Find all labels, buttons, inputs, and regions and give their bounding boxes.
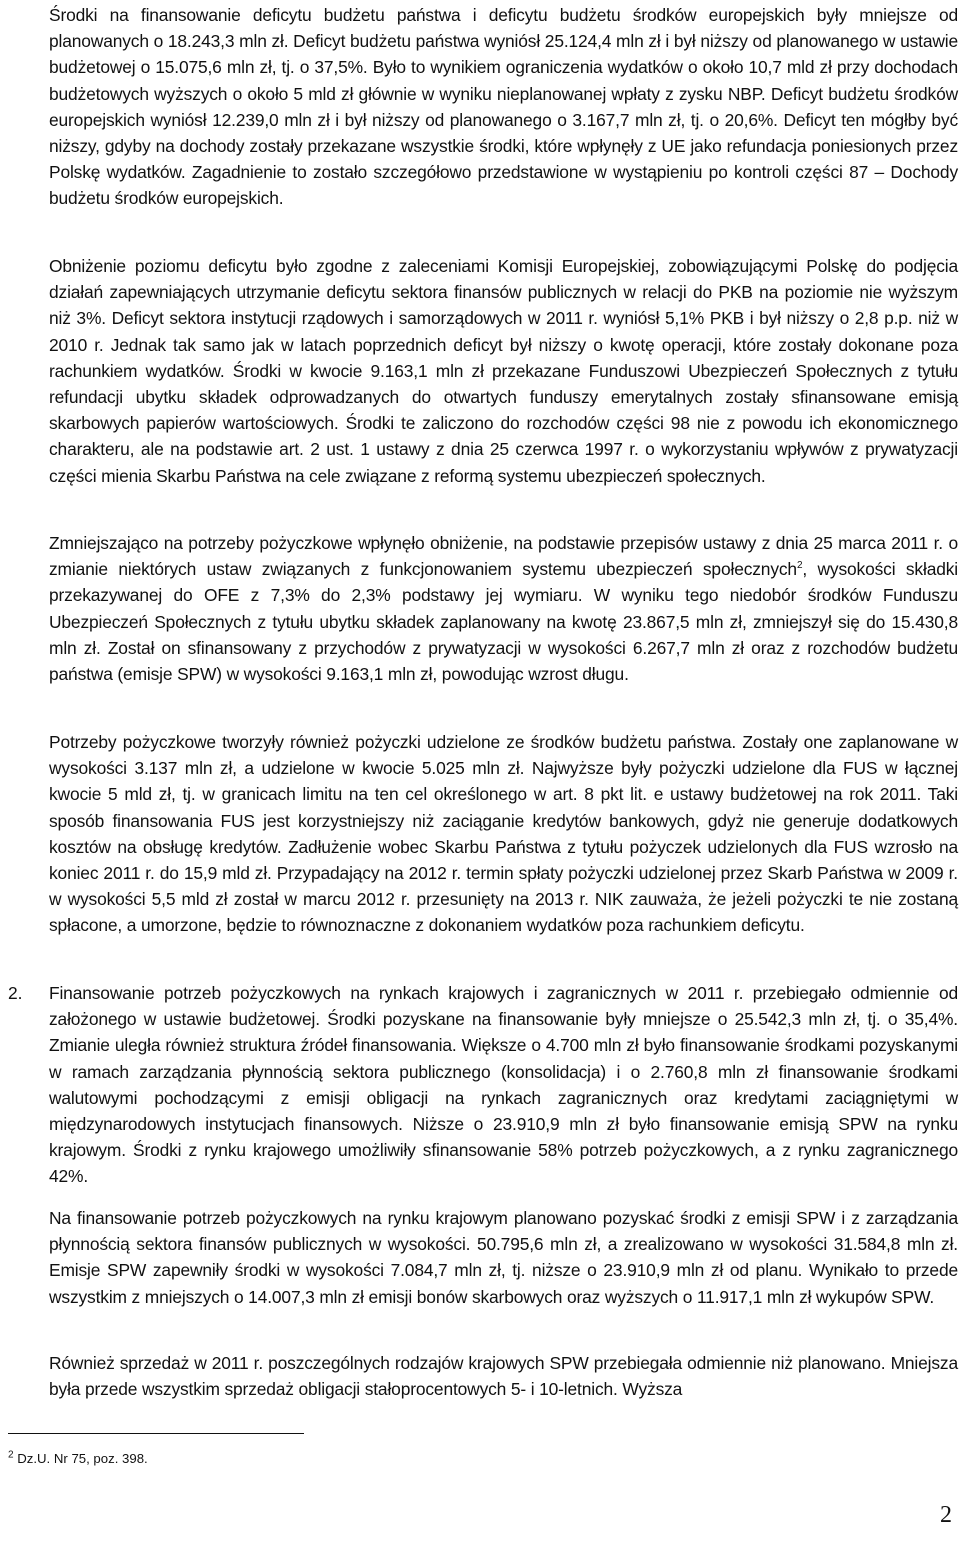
paragraph-domestic-market: Na finansowanie potrzeb pożyczkowych na rynku krajowym planowano pozyskać środki z emisji SPW i z zarządzania płynnością sektora finansów publicznych w wysokości. 50.795,6 mln zł, a zrealizowano w wysokości 31.584,8 mln zł. Emisje SPW zapewniły środki w wysokości 7.084,7 mln zł, tj. niższe o 23.910,9 mln zł od planu. Wynikało to przede wszystkim z mniejszych o 14.007,3 mln zł emisji bonów skarbowych oraz wyższych o 11.917,1 mln zł wykupów SPW. xyxy=(49,1208,958,1307)
paragraph-borrowing-financing: Finansowanie potrzeb pożyczkowych na rynkach krajowych i zagranicznych w 2011 r. przebiegało odmiennie od założonego w ustawie budżetowej. Środki pozyskane na finansowanie były mniejsze o 25.542,3 mln zł, tj. o 35,4%. Zmianie uległa również struktura źródeł finansowania. Większe o 4.700 mln zł było finansowanie środkami pozyskanymi w ramach zarządzania płynnością sektora publicznego (konsolidacja) i o 2.760,8 mln zł finansowanie środkami walutowymi pochodzącymi z emisji obligacji na rynkach zagranicznych oraz kredytami zaciągniętymi w międzynarodowych instytucjach finansowych. Niższe o 23.910,9 mln zł było finansowanie emisją SPW na rynku krajowym. Środki z rynku krajowego umożliwiły sfinansowanie 58% potrzeb pożyczkowych, a z rynku zagranicznego 42%. xyxy=(49,983,958,1187)
paragraph-ofe-text-end: , wysokości składki przekazywanej do OFE z 7,3% do 2,3% podstawy jej wymiaru. W wyniku tego niedobór środków Funduszu Ubezpieczeń Społecznych z tytułu ubytku składek zaplanowany na kwotę 23.867,5 mln zł, zmniejszył się do 15.430,8 mln zł. Został on sfinansowany z przychodów z prywatyzacji w wysokości 6.267,7 mln zł oraz z rozchodów budżetu państwa (emisje SPW) w wysokości 9.163,1 mln zł, powodując wzrost długu. xyxy=(49,559,958,685)
paragraph-ofe-contribution xyxy=(49,530,958,687)
paragraph-ofe-text-start: Zmniejszająco na potrzeby pożyczkowe wpłynęło obniżenie, na podstawie przepisów ustawy z dnia 25 marca 2011 r. o zmianie niektórych ustaw związanych z funkcjonowaniem systemu ubezpieczeń społecznych xyxy=(49,533,958,580)
footnote xyxy=(8,1450,148,1468)
paragraph-fus-loans: Potrzeby pożyczkowe tworzyły również pożyczki udzielone ze środków budżetu państwa. Zostały one zaplanowane w wysokości 3.137 mln zł, a udzielone w kwocie 5.025 mln zł. Najwyższe były pożyczki udzielone dla FUS w łącznej kwocie 5 mld zł, tj. w granicach limitu na ten cel określonego w art. 8 pkt lit. e ustawy budżetowej na rok 2011. Taki sposób finansowania FUS jest korzystniejszy niż zaciąganie kredytów bankowych, gdyż nie generuje dodatkowych kosztów na obsługę kredytów. Zadłużenie wobec Skarbu Państwa z tytułu pożyczek udzielonych dla FUS wzrosło na koniec 2011 r. do 15,9 mld zł. Przypadający na 2012 r. termin spłaty pożyczki udzielonej przez Skarb Państwa w 2009 r. w wysokości 5,5 mld zł został w marcu 2012 r. przesunięty na 2013 r. NIK zauważa, że jeżeli pożyczki te nie zostaną spłacone, a umorzone, będzie to równoznaczne z dokonaniem wydatków poza rachunkiem deficytu. xyxy=(49,732,958,936)
paragraph-deficit-financing: Środki na finansowanie deficytu budżetu państwa i deficytu budżetu środków europejskich były mniejsze od planowanych o 18.243,3 mln zł. Deficyt budżetu państwa wyniósł 25.124,4 mln zł i był niższy od planowanego w ustawie budżetowej o 15.075,6 mln zł, tj. o 37,5%. Było to wynikiem ograniczenia wydatków o około 10,7 mld zł przy dochodach budżetowych wyższych o około 5 mld zł głównie w wyniku nieplanowanej wpłaty z zysku NBP. Deficyt budżetu środków europejskich wyniósł 12.239,0 mln zł i był niższy od planowanego o 3.167,7 mln zł, tj. o 20,6%. Deficyt ten mógłby być niższy, gdyby na dochody zostały przekazane wszystkie środki, które wpłynęły z UE jako refundacja poniesionych przez Polskę wydatków. Zagadnienie to zostało szczegółowo przedstawione w wystąpieniu po kontroli części 87 – Dochody budżetu środków europejskich. xyxy=(49,5,958,209)
footnote-reference: 2 xyxy=(796,560,803,572)
paragraph-spw-sales: Również sprzedaż w 2011 r. poszczególnych rodzajów krajowych SPW przebiegała odmiennie niż planowano. Mniejsza była przede wszystkim sprzedaż obligacji stałoprocentowych 5- i 10-letnich. Wyższa xyxy=(49,1353,958,1400)
page-number: 2 xyxy=(940,1502,952,1528)
list-item-number: 2. xyxy=(8,983,23,1003)
paragraph-deficit-reduction: Obniżenie poziomu deficytu było zgodne z zaleceniami Komisji Europejskiej, zobowiązującymi Polskę do podjęcia działań zapewniających utrzymanie deficytu sektora finansów publicznych w relacji do PKB na poziomie nie wyższym niż 3%. Deficyt sektora instytucji rządowych i samorządowych w 2011 r. wyniósł 5,1% PKB i był niższy o 2,8 p.p. niż w 2010 r. Jednak tak samo jak w latach poprzednich deficyt był niższy o kwotę operacji, które zostały dokonane poza rachunkiem wydatków. Środki w kwocie 9.163,1 mln zł przekazane Funduszowi Ubezpieczeń Społecznych z tytułu refundacji ubytku składek odprowadzanych do otwartych funduszy emerytalnych zostały sfinansowane emisją skarbowych papierów wartościowych. Środki te zaliczono do rozchodów części 98 nie z powodu ich ekonomicznego charakteru, ale na podstawie art. 2 ust. 1 ustawy z dnia 25 czerwca 1997 r. o wykorzystaniu wpływów z prywatyzacji części mienia Skarbu Państwa na cele związane z reformą systemu ubezpieczeń społecznych. xyxy=(49,256,958,486)
footnote-text: Dz.U. Nr 75, poz. 398. xyxy=(13,1451,148,1466)
footnote-separator xyxy=(8,1433,304,1434)
footnote-mark: 2 xyxy=(8,1449,14,1461)
